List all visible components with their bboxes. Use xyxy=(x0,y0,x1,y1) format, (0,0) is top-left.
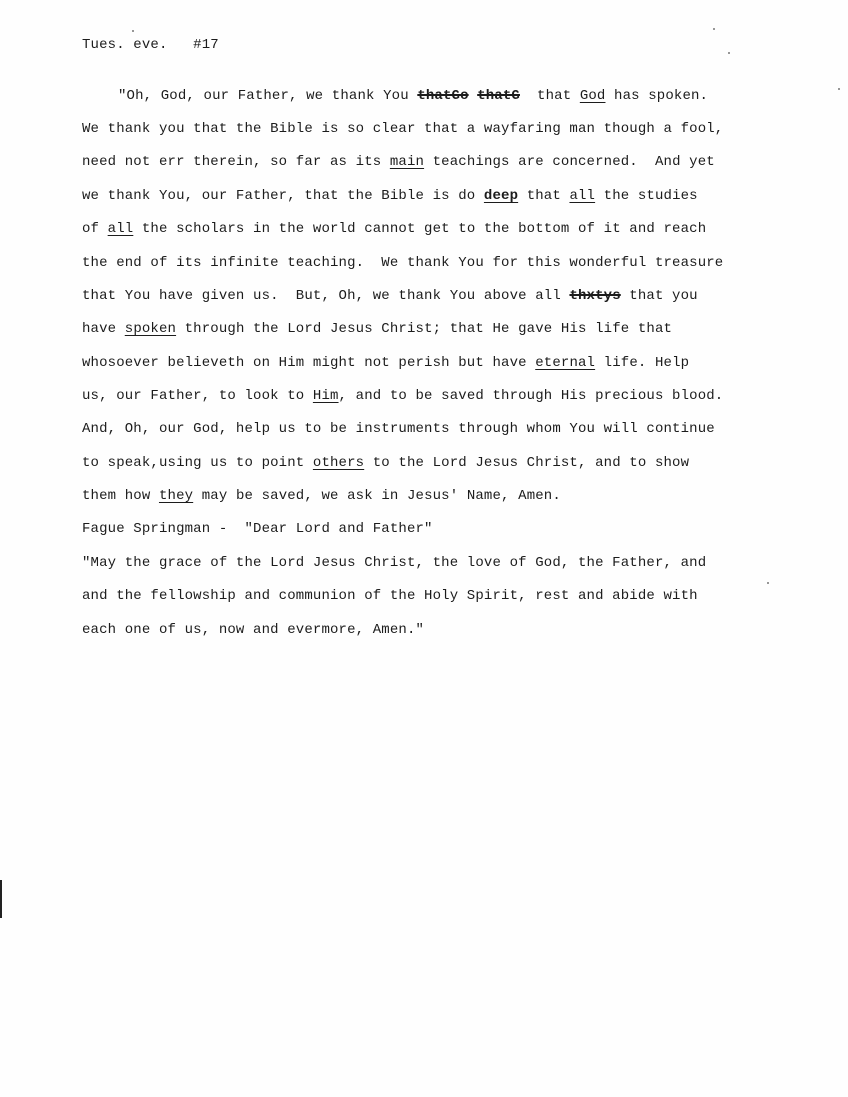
underlined-word: all xyxy=(569,188,596,204)
prayer-line-5: of all the scholars in the world cannot get to the bottom of it and reach xyxy=(82,221,707,237)
prayer-line-8: have spoken through the Lord Jesus Christ; that He gave His life that xyxy=(82,321,673,337)
prayer-line-12: to speak,using us to point others to the Lord Jesus Christ, and to show xyxy=(82,455,690,471)
header-line xyxy=(82,36,219,54)
prayer-line-4: we thank You, our Father, that the Bible is do deep that all the studies xyxy=(82,188,698,204)
prayer-line-2: We thank you that the Bible is so clear that a wayfaring man though a fool, xyxy=(82,121,724,137)
underlined-word: Him xyxy=(312,388,339,404)
underlined-word: they xyxy=(158,488,194,504)
underlined-word: main xyxy=(389,154,425,170)
prayer-line-10: us, our Father, to look to Him, and to be saved through His precious blood. xyxy=(82,388,724,404)
underlined-word: God xyxy=(579,88,606,104)
header-label: Tues. eve. xyxy=(82,37,168,53)
prayer-line-9: whosoever believeth on Him might not perish but have eternal life. Help xyxy=(82,355,690,371)
paper-speck xyxy=(767,582,769,584)
underlined-word: all xyxy=(107,221,134,237)
paper-speck xyxy=(838,88,840,90)
prayer-line-11: And, Oh, our God, help us to be instruments through whom You will continue xyxy=(82,421,715,437)
paper-speck xyxy=(728,52,730,54)
prayer-line-6: the end of its infinite teaching. We thank You for this wonderful treasure xyxy=(82,255,724,271)
underlined-word: deep xyxy=(483,188,519,204)
underlined-word: others xyxy=(312,455,365,471)
prayer-line-13: them how they may be saved, we ask in Jesus' Name, Amen. xyxy=(82,488,561,504)
margin-mark xyxy=(0,880,2,918)
header-number: #17 xyxy=(193,37,219,53)
benediction-line-1: "May the grace of the Lord Jesus Christ, the love of God, the Father, and xyxy=(82,555,707,571)
benediction-line-3: each one of us, now and evermore, Amen." xyxy=(82,622,425,638)
prayer-line-3: need not err therein, so far as its main teachings are concerned. And yet xyxy=(82,154,715,170)
underlined-word: eternal xyxy=(535,355,596,371)
struck-text: thxtys xyxy=(569,288,621,304)
underlined-word: spoken xyxy=(124,321,177,337)
benediction-line-2: and the fellowship and communion of the Holy Spirit, rest and abide with xyxy=(82,588,698,604)
prayer-line-1: "Oh, God, our Father, we thank You thatGo thatG that God has spoken. xyxy=(118,88,709,104)
struck-text: thatGo xyxy=(417,88,469,104)
prayer-line-7: that You have given us. But, Oh, we thank You above all thxtys that you xyxy=(82,288,698,304)
paper-speck xyxy=(713,28,715,30)
struck-text: thatG xyxy=(477,88,520,104)
paper-speck xyxy=(132,30,134,32)
hymn-line: Fague Springman - "Dear Lord and Father" xyxy=(82,521,433,537)
